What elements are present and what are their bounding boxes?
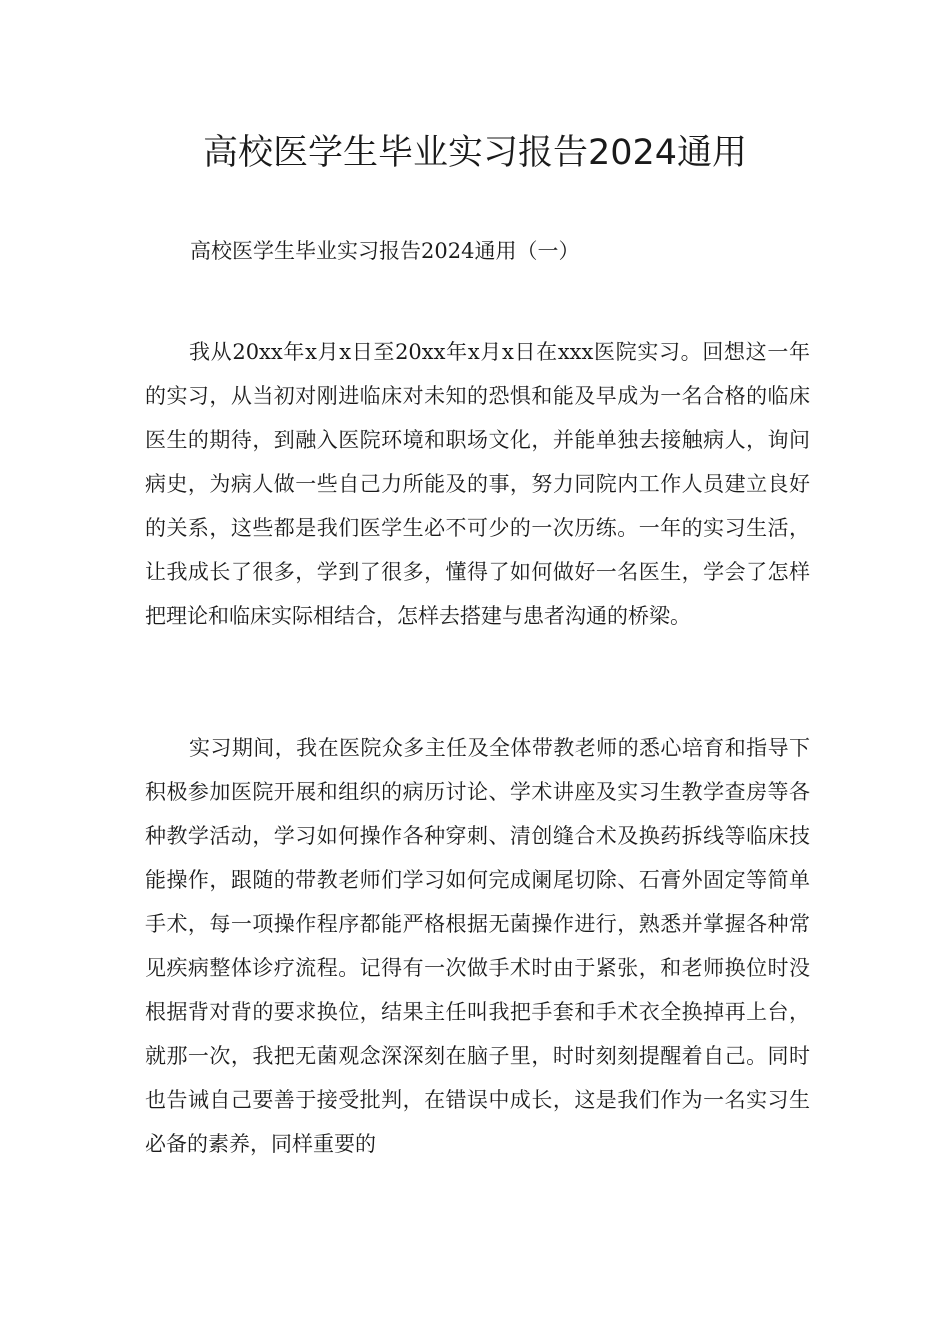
body-paragraph: 实习期间，我在医院众多主任及全体带教老师的悉心培育和指导下积极参加医院开展和组织的病历讨论、学术讲座及实习生教学查房等各种教学活动，学习如何操作各种穿刺、清创缝合术及换药拆线等临床技能操作，跟随的带教老师们学习如何完成阑尾切除、石膏外固定等简单手术，每一项操作程序都能严格根据无菌操作进行，熟悉并掌握各种常见疾病整体诊疗流程。记得有一次做手术时由于紧张，和老师换位时没根据背对背的要求换位，结果主任叫我把手套和手术衣全换掉再上台，就那一次，我把无菌观念深深刻在脑子里，时时刻刻提醒着自己。同时也告诫自己要善于接受批判，在错误中成长，这是我们作为一名实习生必备的素养，同样重要的 — [145, 736, 810, 1156]
document-subtitle: 高校医学生毕业实习报告2024通用（一） — [190, 239, 580, 263]
body-paragraph: 我从20xx年x月x日至20xx年x月x日在xxx医院实习。回想这一年的实习，从当初对刚进临床对未知的恐惧和能及早成为一名合格的临床医生的期待，到融入医院环境和职场文化，并能单独去接触病人，询问病史，为病人做一些自己力所能及的事，努力同院内工作人员建立良好的关系，这些都是我们医学生必不可少的一次历练。一年的实习生活，让我成长了很多，学到了很多，懂得了如何做好一名医生，学会了怎样把理论和临床实际相结合，怎样去搭建与患者沟通的桥梁。 — [145, 340, 810, 628]
document-title: 高校医学生毕业实习报告2024通用 — [202, 133, 748, 173]
